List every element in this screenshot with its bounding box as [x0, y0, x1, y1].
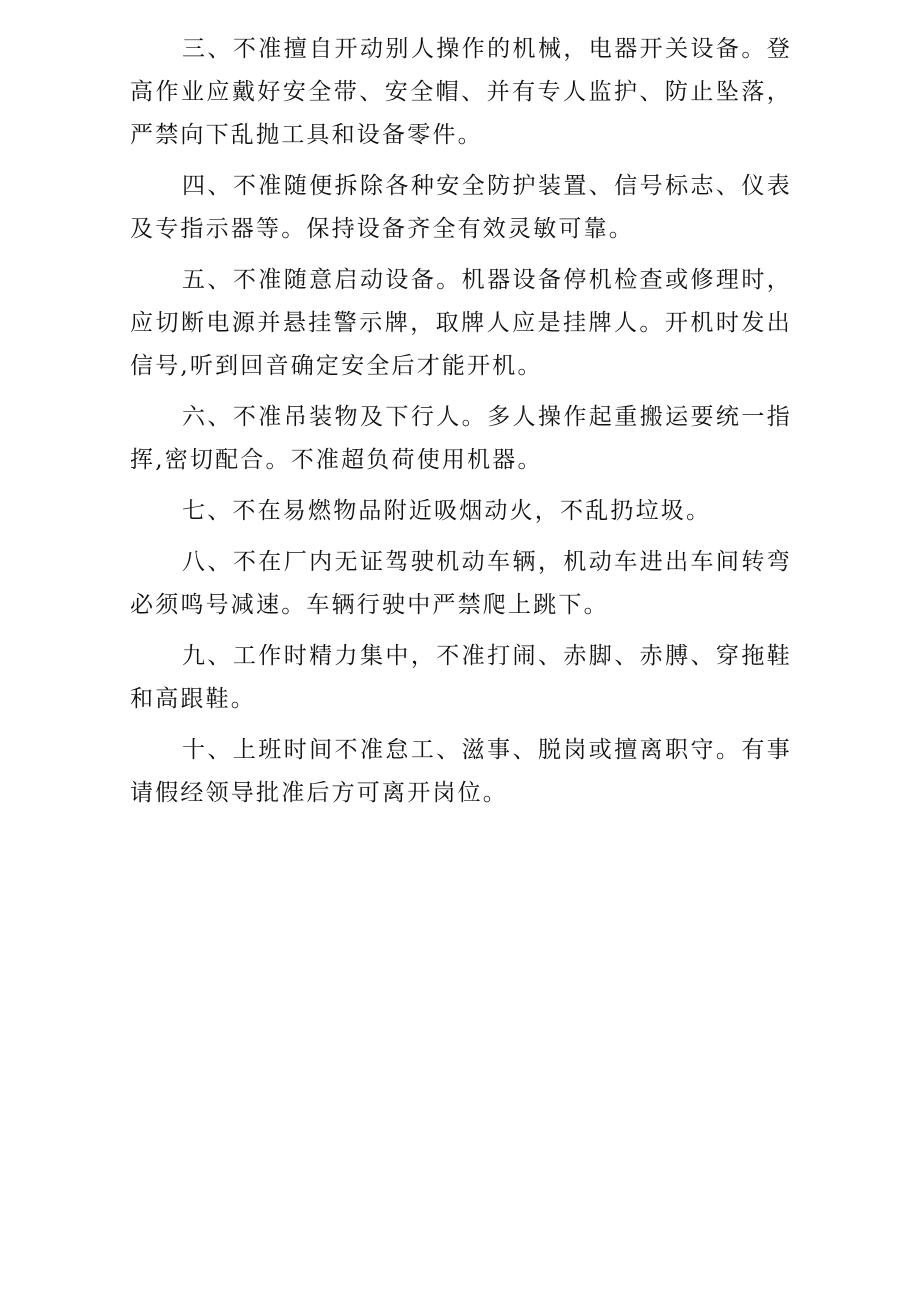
rule-paragraph-10: 十、上班时间不准怠工、滋事、脱岗或擅离职守。有事请假经领导批准后方可离开岗位。 — [130, 737, 792, 806]
rule-paragraph-7: 七、不在易燃物品附近吸烟动火，不乱扔垃圾。 — [182, 498, 712, 524]
rule-paragraph-9: 九、工作时精力集中，不准打闹、赤脚、赤膊、穿拖鞋和高跟鞋。 — [130, 643, 792, 712]
rule-paragraph-3: 三、不准擅自开动别人操作的机械，电器开关设备。登高作业应戴好安全带、安全帽、并有专人监护、防止坠落，严禁向下乱抛工具和设备零件。 — [130, 36, 792, 148]
rule-paragraph-6: 六、不准吊装物及下行人。多人操作起重搬运要统一指挥,密切配合。不准超负荷使用机器。 — [130, 404, 792, 473]
document-body — [130, 28, 792, 823]
rule-paragraph-8: 八、不在厂内无证驾驶机动车辆，机动车进出车间转弯必须鸣号减速。车辆行驶中严禁爬上跳下。 — [130, 549, 792, 618]
rule-paragraph-4: 四、不准随便拆除各种安全防护装置、信号标志、仪表及专指示器等。保持设备齐全有效灵敏可靠。 — [130, 173, 792, 242]
rule-paragraph-5: 五、不准随意启动设备。机器设备停机检查或修理时，应切断电源并悬挂警示牌，取牌人应是挂牌人。开机时发出信号,听到回音确定安全后才能开机。 — [130, 267, 792, 379]
